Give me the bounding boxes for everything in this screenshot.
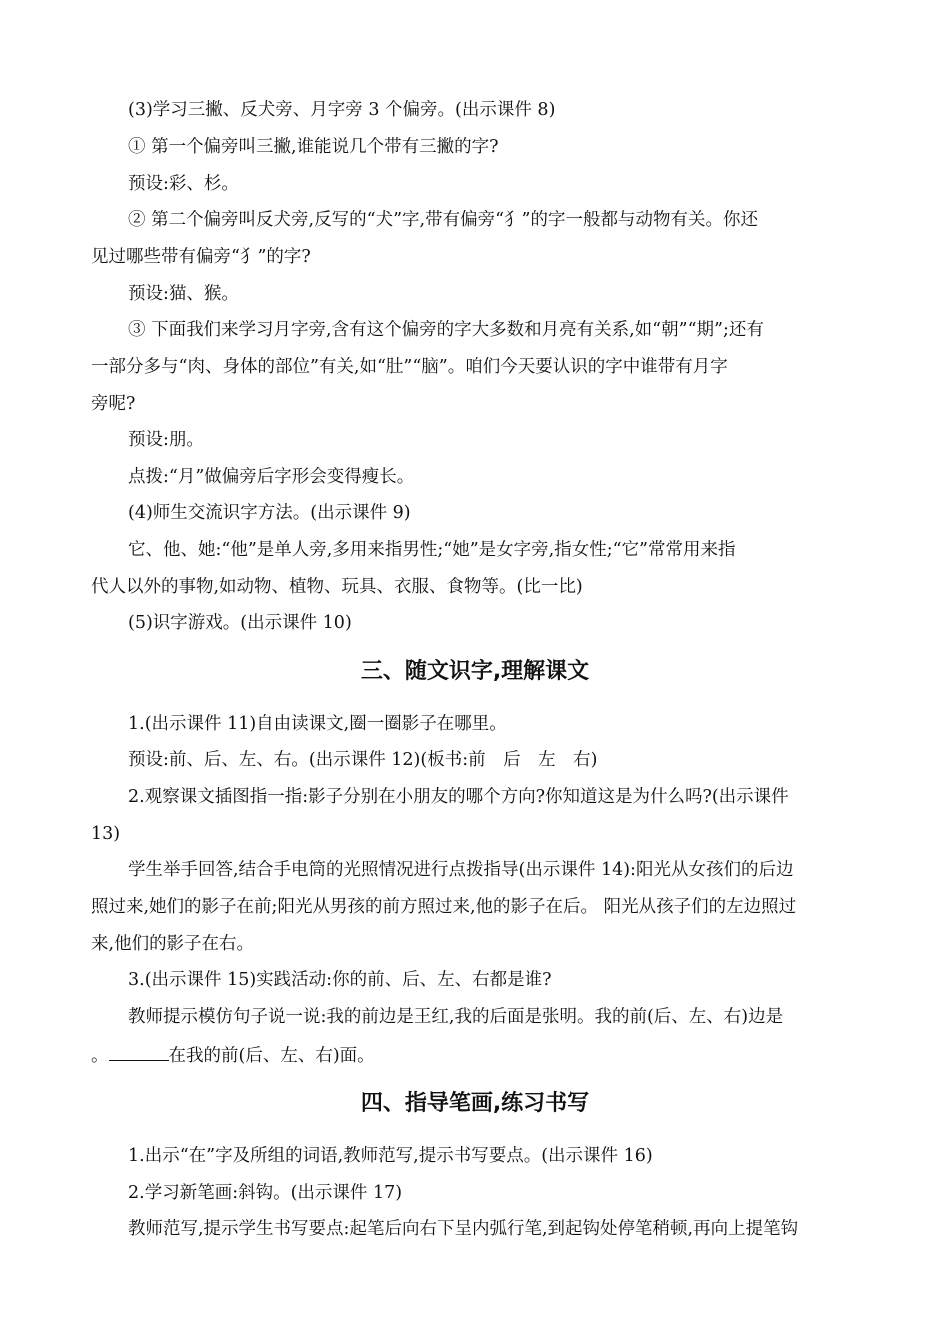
paragraph: 教师范写,提示学生书写要点:起笔后向右下呈内弧行笔,到起钩处停笔稍顿,再向上提笔钩 [128,1219,799,1239]
paragraph: 3.(出示课件 15)实践活动:你的前、后、左、右都是谁? [128,970,552,990]
paragraph: ③ 下面我们来学习月字旁,含有这个偏旁的字大多数和月亮有关系,如“朝”“期”;还有 [128,320,764,340]
paragraph: 2.观察课文插图指一指:影子分别在小朋友的哪个方向?你知道这是为什么吗?(出示课件 [128,787,789,807]
paragraph: 预设:猫、猴。 [128,284,239,304]
paragraph: 教师提示模仿句子说一说:我的前边是王红,我的后面是张明。我的前(后、左、右)边是 [128,1007,784,1027]
paragraph: 一部分多与“肉、身体的部位”有关,如“肚”“脑”。咱们今天要认识的字中谁带有月字 [91,357,728,377]
paragraph: ① 第一个偏旁叫三撇,谁能说几个带有三撇的字? [128,137,499,157]
paragraph: 1.(出示课件 11)自由读课文,圈一圈影子在哪里。 [128,714,507,734]
paragraph: (5)识字游戏。(出示课件 10) [128,613,352,633]
paragraph: ② 第二个偏旁叫反犬旁,反写的“犬”字,带有偏旁“犭”的字一般都与动物有关。你还 [128,210,758,230]
fill-in-blank [109,1046,169,1061]
paragraph: 学生举手回答,结合手电筒的光照情况进行点拨指导(出示课件 14):阳光从女孩们的后边 [128,860,794,880]
paragraph [91,1046,375,1066]
paragraph: 预设:彩、杉。 [128,174,239,194]
paragraph: 照过来,她们的影子在前;阳光从男孩的前方照过来,他的影子在后。 阳光从孩子们的左边照过 [91,897,797,917]
paragraph: 点拨:“月”做偏旁后字形会变得瘦长。 [128,467,415,487]
paragraph: 见过哪些带有偏旁“犭”的字? [91,247,311,267]
paragraph: (4)师生交流识字方法。(出示课件 9) [128,503,411,523]
paragraph: 旁呢? [91,394,136,414]
paragraph: 2.学习新笔画:斜钩。(出示课件 17) [128,1183,403,1203]
paragraph: 预设:朋。 [128,430,204,450]
paragraph: 预设:前、后、左、右。(出示课件 12)(板书:前 后 左 右) [128,750,598,770]
paragraph: 它、他、她:“他”是单人旁,多用来指男性;“她”是女字旁,指女性;“它”常常用来指 [128,540,736,560]
paragraph: 来,他们的影子在右。 [91,934,255,954]
section-heading: 三、随文识字,理解课文 [360,659,590,684]
paragraph: (3)学习三撇、反犬旁、月字旁 3 个偏旁。(出示课件 8) [128,100,556,120]
paragraph: 13) [91,824,121,844]
paragraph: 1.出示“在”字及所组的词语,教师范写,提示书写要点。(出示课件 16) [128,1146,653,1166]
text-fragment: 在我的前(后、左、右)面。 [168,1046,375,1066]
paragraph: 代人以外的事物,如动物、植物、玩具、衣服、食物等。(比一比) [91,577,583,597]
section-heading: 四、指导笔画,练习书写 [360,1091,590,1116]
text-fragment: 。 [91,1046,109,1066]
